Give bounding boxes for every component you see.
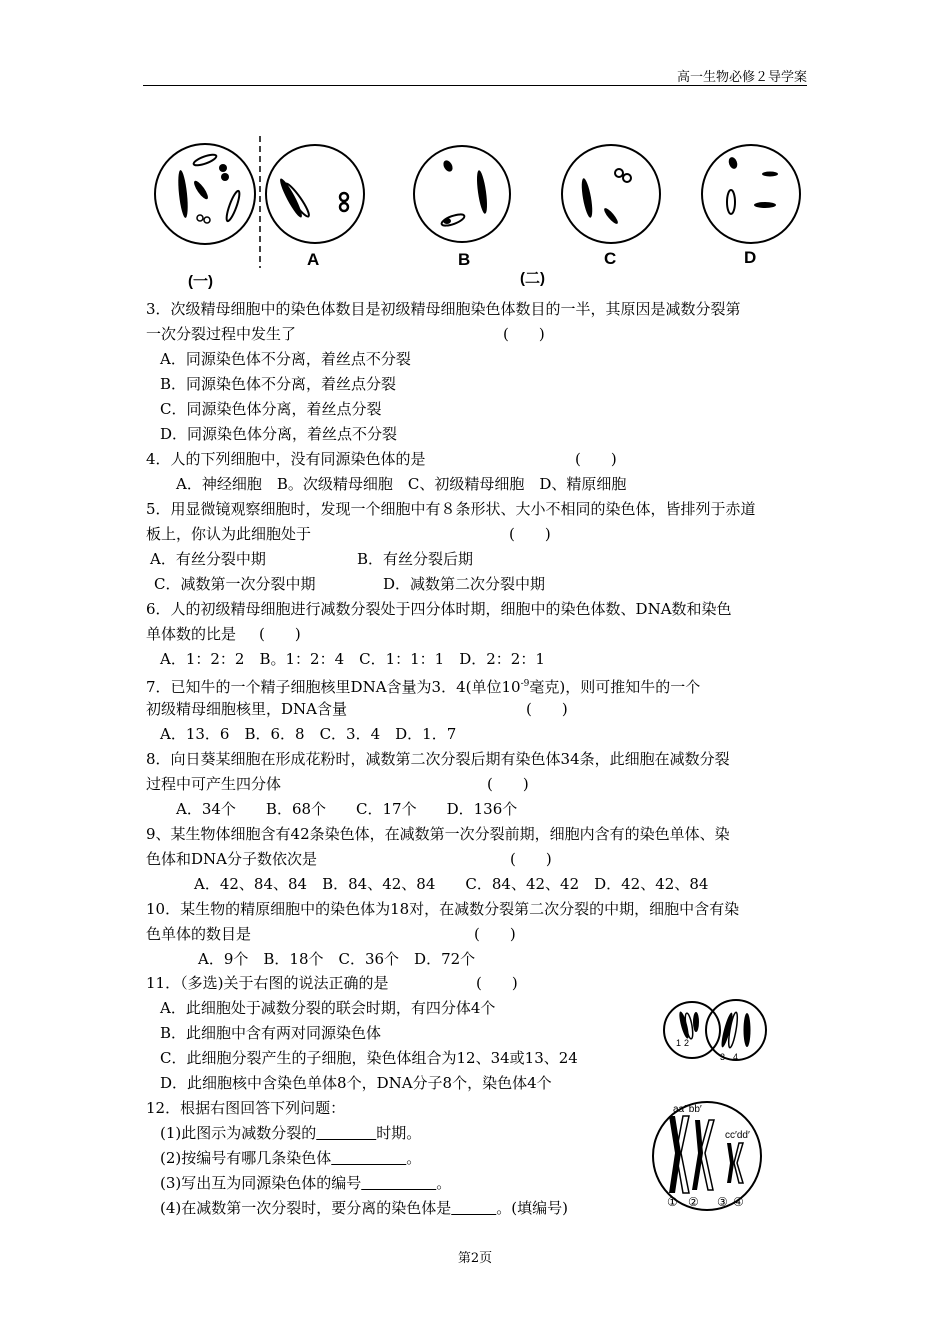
figure-label-one: (一) (188, 273, 213, 290)
q12-num-2: ② (688, 1195, 699, 1209)
figure-label-two: (二) (520, 270, 545, 287)
q11-option-c: C．此细胞分裂产生的子细胞，染色体组合为12、34或13、24 (160, 1049, 578, 1067)
q3-option-a: A．同源染色体不分离，着丝点不分裂 (160, 350, 411, 368)
q12-item-3-blank[interactable] (361, 1174, 436, 1192)
q5-option-d: D．减数第二次分裂中期 (383, 575, 546, 593)
q12-item-1-post: 时期。 (376, 1124, 422, 1142)
cell-a (266, 145, 364, 243)
q10-answer-paren: ( ) (474, 925, 516, 943)
cell-b (414, 146, 510, 242)
q12-cell (653, 1102, 761, 1210)
q11-option-b: B．此细胞中含有两对同源染色体 (160, 1024, 382, 1042)
q5-option-a: A．有丝分裂中期 (150, 550, 266, 568)
q7-line2: 初级精母细胞核里，DNA含量 (146, 700, 347, 718)
q12-item-2-post: 。 (406, 1149, 422, 1167)
q11-label-2: 2 (684, 1038, 690, 1048)
q12-figure (645, 1098, 770, 1213)
page-number: 第2页 (457, 1251, 493, 1266)
q12-label-top-right: cc′dd′ (725, 1130, 750, 1141)
q3-line1: 3．次级精母细胞中的染色体数目是初级精母细胞染色体数目的一半，其原因是减数分裂第 (146, 300, 741, 318)
q8-line1: 8．向日葵某细胞在形成花粉时，减数第二次分裂后期有染色体34条，此细胞在减数分裂 (146, 750, 730, 768)
q9-answer-paren: ( ) (510, 850, 552, 868)
q6-answer-paren: ( ) (259, 625, 301, 643)
q12-item-2 (160, 1146, 421, 1171)
header-title: 高一生物必修２导学案 (676, 70, 807, 85)
q5-option-b: B．有丝分裂后期 (357, 550, 474, 568)
q9-line2: 色体和DNA分子数依次是 (146, 850, 317, 868)
cell-d (702, 145, 800, 243)
q12-num-1: ① (667, 1195, 678, 1209)
q12-item-1 (160, 1121, 421, 1146)
q12-item-2-pre: (2)按编号有哪几条染色体 (160, 1149, 332, 1167)
q12-num-3: ③ (717, 1195, 728, 1209)
q7-line1 (146, 672, 700, 700)
q12-item-3-post: 。 (436, 1174, 452, 1192)
q12-label-top-left: aa′ bb′ (673, 1104, 702, 1115)
cell-c (562, 145, 660, 243)
q3-line2: 一次分裂过程中发生了 (146, 325, 297, 343)
q11-figure (662, 990, 772, 1075)
q12-item-4-blank[interactable] (451, 1199, 496, 1217)
q10-line2: 色单体的数目是 (146, 925, 252, 943)
q7-line1-sup: -9 (520, 679, 530, 689)
q3-option-c: C．同源染色体分离，着丝点分裂 (160, 400, 382, 418)
q6-line1: 6．人的初级精母细胞进行减数分裂处于四分体时期，细胞中的染色体数、DNA数和染色 (146, 600, 732, 618)
q11-label-3: 3 (720, 1052, 726, 1062)
q11-option-a: A．此细胞处于减数分裂的联会时期，有四分体4个 (160, 999, 496, 1017)
q5-option-c: C．减数第一次分裂中期 (154, 575, 316, 593)
figure-label-a: A (307, 250, 320, 269)
q12-item-1-pre: (1)此图示为减数分裂的 (160, 1124, 317, 1142)
q11-label-4: 4 (733, 1052, 739, 1062)
q12-item-3 (160, 1171, 451, 1196)
q8-answer-paren: ( ) (487, 775, 529, 793)
q10-options: A．9个 B．18个 C．36个 D．72个 (198, 950, 476, 968)
q5-line1: 5．用显微镜观察细胞时，发现一个细胞中有８条形状、大小不相同的染色体，皆排列于赤道 (146, 500, 756, 518)
q12-item-4-post: 。(填编号) (496, 1199, 568, 1217)
q11-label-1: 1 (676, 1038, 682, 1048)
figure-label-b: B (458, 250, 471, 269)
figure-label-c: C (604, 249, 617, 268)
figure-label-d: D (744, 248, 757, 267)
q7-line1-pre: 7．已知牛的一个精子细胞核里DNA含量为3．4(单位10 (146, 678, 521, 696)
header-rule (143, 85, 807, 86)
q4-answer-paren: ( ) (575, 450, 617, 468)
q11-answer-paren: ( ) (476, 974, 518, 992)
q12-item-1-blank[interactable] (316, 1124, 376, 1142)
cell-division-figure (145, 128, 810, 293)
q8-line2: 过程中可产生四分体 (146, 775, 282, 793)
q9-line1: 9、某生物体细胞含有42条染色体，在减数第一次分裂前期，细胞内含有的染色单体、染 (146, 825, 730, 843)
q3-answer-paren: ( ) (503, 325, 545, 343)
q12-num-4: ④ (733, 1195, 744, 1209)
q5-line2: 板上，你认为此细胞处于 (146, 525, 312, 543)
q7-line1-post: 毫克)，则可推知牛的一个 (529, 678, 701, 696)
q4-options: A．神经细胞 B。次级精母细胞 C、初级精母细胞 D、精原细胞 (176, 475, 627, 493)
q11-stem: 11．（多选)关于右图的说法正确的是 (146, 974, 389, 992)
q5-answer-paren: ( ) (509, 525, 551, 543)
q11-option-d: D．此细胞核中含染色单体8个，DNA分子8个，染色体4个 (160, 1074, 552, 1092)
q10-line1: 10．某生物的精原细胞中的染色体为18对，在减数分裂第二次分裂的中期，细胞中含有染 (146, 900, 740, 918)
q9-options: A．42、84、84 B．84、42、84 C．84、42、42 D．42、42、84 (194, 875, 709, 893)
q4-stem: 4．人的下列细胞中，没有同源染色体的是 (146, 450, 426, 468)
q12-item-4-pre: (4)在减数第一次分裂时，要分离的染色体是 (160, 1199, 452, 1217)
q6-options: A．1：2：2 B。1：2：4 C．1：1：1 D．2：2：1 (160, 650, 545, 668)
q12-item-4 (160, 1196, 568, 1221)
q12-item-2-blank[interactable] (331, 1149, 406, 1167)
q7-answer-paren: ( ) (526, 700, 568, 718)
q6-line2: 单体数的比是 (146, 625, 237, 643)
q7-options: A．13．6 B．6．8 C．3．4 D．1．7 (160, 725, 457, 743)
q8-options: A．34个 B．68个 C．17个 D．136个 (176, 800, 518, 818)
q3-option-d: D．同源染色体分离，着丝点不分裂 (160, 425, 398, 443)
q12-stem: 12．根据右图回答下列问题： (146, 1099, 346, 1117)
q12-item-3-pre: (3)写出互为同源染色体的编号 (160, 1174, 362, 1192)
q3-option-b: B．同源染色体不分离，着丝点分裂 (160, 375, 397, 393)
